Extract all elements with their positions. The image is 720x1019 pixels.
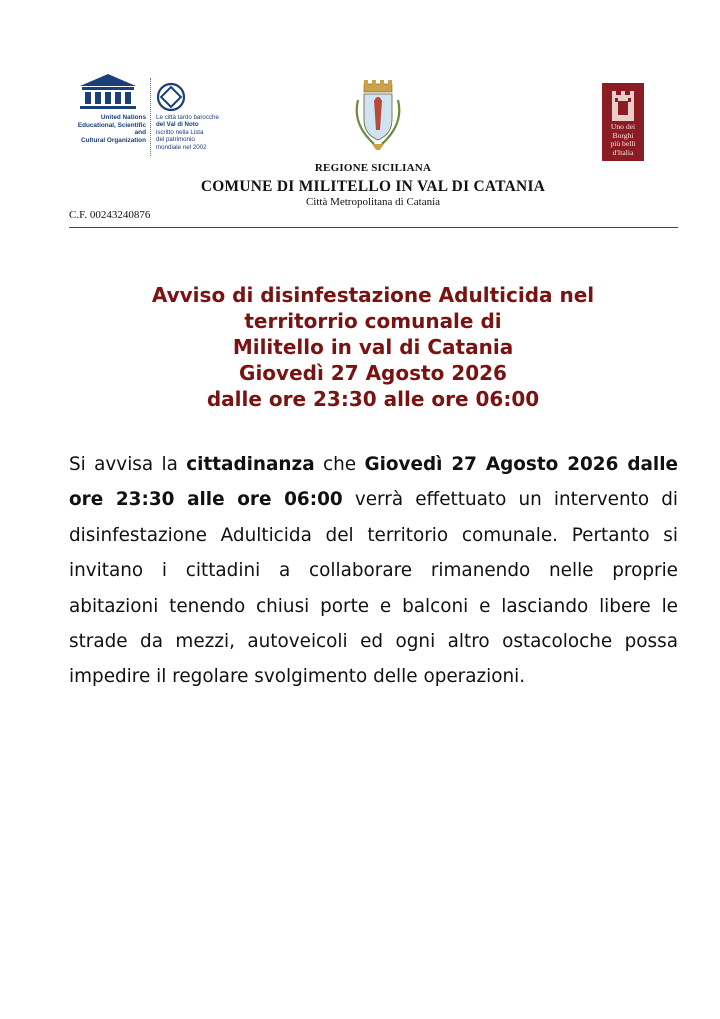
body-date-time: Giovedì 27 Agosto 2026 dalle ore 23:30 alle ore 06:00 [69, 454, 678, 511]
world-heritage-site-text: Le città tardo barocche del Val di Noto iscritto nella Lista del patrimonio mondiale nel 2002 [156, 114, 219, 151]
header-divider [69, 227, 678, 228]
notice-body [69, 447, 678, 695]
tower-icon [609, 89, 637, 121]
comune-heading: COMUNE DI MILITELLO IN VAL DI CATANIA [200, 178, 546, 195]
title-line: territorrio comunale di [244, 309, 502, 333]
title-line: Militello in val di Catania [232, 335, 514, 359]
body-emphasis: cittadinanza [186, 454, 315, 475]
region-heading: REGIONE SICILIANA [314, 162, 432, 174]
body-text: che [314, 454, 365, 475]
title-line: Avviso di disinfestazione Adulticida nel [151, 283, 595, 307]
borghi-label: Uno dei Borghi più belli d'Italia [610, 122, 636, 157]
unesco-org-name: United Nations Educational, Scientific and Cultural Organization [77, 114, 146, 144]
borghi-piu-belli-logo [602, 83, 644, 161]
unesco-temple-icon [76, 72, 140, 112]
coat-of-arms-icon [350, 80, 406, 156]
title-line: Giovedì 27 Agosto 2026 [239, 361, 507, 385]
unesco-logo [68, 72, 220, 158]
title-line: dalle ore 23:30 alle ore 06:00 [206, 387, 540, 411]
fiscal-code: C.F. 00243240876 [69, 209, 151, 221]
logo-separator [150, 78, 151, 156]
body-text: Si avvisa la [69, 454, 187, 475]
world-heritage-emblem-icon [156, 82, 186, 112]
citta-metropolitana: Città Metropolitana di Catania [305, 196, 441, 208]
notice-title [100, 282, 646, 412]
body-text: verrà effettuato un intervento di disinfestazione Adulticida del territorio comunale. Pertanto si invitano i cittadini a collaborare rimanendo nelle proprie abitazioni tenendo chiusi porte e balconi e lasciando libere le strade da mezzi, autoveicoli ed ogni altro ostacoloche possa impedire il regolare svolgimento delle operazioni. [69, 489, 678, 688]
